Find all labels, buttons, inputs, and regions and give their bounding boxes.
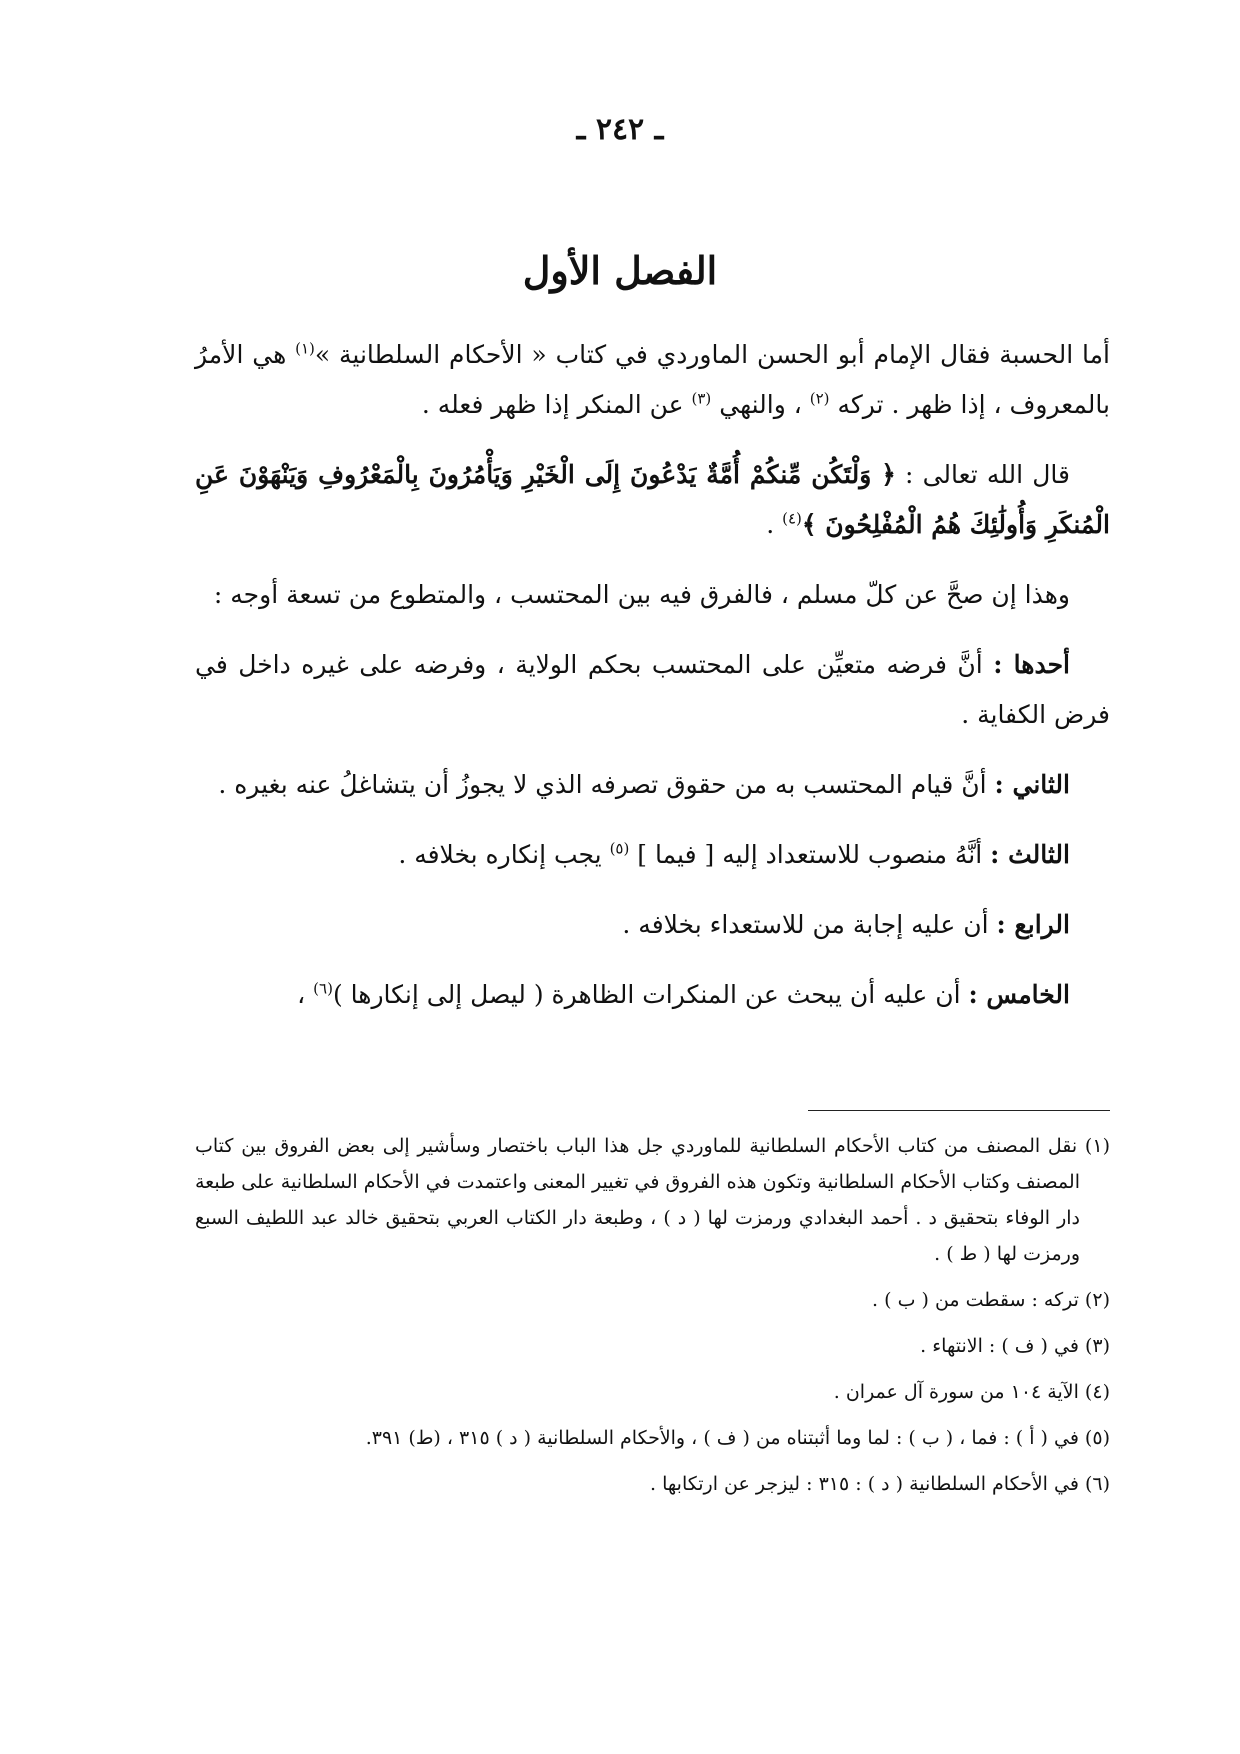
p1-text-d: عن المنكر إذا ظهر فعله .	[421, 390, 692, 419]
item-5-term: الخامس :	[968, 980, 1070, 1009]
footnote-4: (٤) الآية ١٠٤ من سورة آل عمران .	[833, 1381, 1110, 1403]
footnote-3: (٣) في ( ف ) : الانتهاء .	[920, 1335, 1110, 1357]
item-5-text: أن عليه أن يبحث عن المنكرات الظاهرة ( ليصل إلى إنكارها )	[332, 980, 969, 1009]
footnotes	[195, 1128, 1110, 1512]
main-text	[195, 330, 1110, 1040]
footnote-ref-5: (٥)	[609, 839, 630, 858]
list-item-5	[195, 970, 1110, 1020]
item-3-text-b: يجب إنكاره بخلافه .	[398, 840, 610, 869]
item-3-term: الثالث :	[990, 840, 1070, 869]
footnote-6: (٦) في الأحكام السلطانية ( د ) : ٣١٥ : ليزجر عن ارتكابها .	[650, 1473, 1110, 1495]
footnote-1: (١) نقل المصنف من كتاب الأحكام السلطانية للماوردي جل هذا الباب باختصار وسأشير إلى بعض الفروق بين كتاب المصنف وكتاب الأحكام السلطانية وتكون هذه الفروق في تغيير المعنى واعتمدت في الأحكام السلطانية على طبعة دار الوفاء بتحقيق د . أحمد البغدادي ورمزت لها ( د ) ، وطبعة دار الكتاب العربي بتحقيق خالد عبد اللطيف السبع ورمزت لها ( ط ) .	[195, 1135, 1110, 1265]
item-4-term: الرابع :	[996, 910, 1070, 939]
item-1-text: أنَّ فرضه متعيِّن على المحتسب بحكم الولاية ، وفرضه على غيره داخل في فرض الكفاية .	[195, 650, 1110, 729]
p1-text-c: ، والنهي	[711, 390, 810, 419]
p1-text-b: هي الأمرُ بالمعروف ، إذا ظهر . تركه	[195, 340, 1110, 419]
p2-text-b: .	[766, 510, 783, 539]
page-number: ـ ٢٤٢ ـ	[576, 112, 664, 147]
item-2-text: أنَّ قيام المحتسب به من حقوق تصرفه الذي لا يجوزُ أن يتشاغلُ عنه بغيره .	[218, 770, 995, 799]
footnote-5: (٥) في ( أ ) : فما ، ( ب ) : لما وما أثبتناه من ( ف ) ، والأحكام السلطانية ( د ) ٣١٥ ، (ط) ٣٩١.	[365, 1427, 1110, 1449]
item-4-text: أن عليه إجابة من للاستعداء بخلافه .	[622, 910, 997, 939]
p1-text-a: أما الحسبة فقال الإمام أبو الحسن الماوردي في كتاب « الأحكام السلطانية »	[314, 340, 1110, 369]
footnote-ref-6: (٦)	[313, 979, 333, 998]
list-item-1	[195, 640, 1110, 740]
item-3-text-a: أنَّهُ منصوب للاستعداد إليه [ فيما ]	[629, 840, 991, 869]
chapter-title: الفصل الأول	[522, 248, 718, 293]
paragraph-2	[195, 450, 1110, 550]
footnote-ref-4: (٤)	[782, 509, 802, 528]
footnote-2: (٢) تركه : سقطت من ( ب ) .	[872, 1289, 1110, 1311]
list-item-2	[195, 760, 1110, 810]
quran-verse: ﴿ وَلْتَكُن مِّنكُمْ أُمَّةٌ يَدْعُونَ إِلَى الْخَيْرِ وَيَأْمُرُونَ بِالْمَعْرُوفِ وَيَنْهَوْنَ عَنِ الْمُنكَرِ وَأُولَٰئِكَ هُمُ الْمُفْلِحُونَ ﴾	[195, 460, 1110, 539]
item-5-end: ،	[297, 980, 314, 1009]
item-2-term: الثاني :	[994, 770, 1070, 799]
list-item-3	[195, 830, 1110, 880]
footnote-separator	[808, 1110, 1110, 1111]
item-1-term: أحدها :	[993, 650, 1070, 679]
paragraph-3: وهذا إن صحَّ عن كلّ مسلم ، فالفرق فيه بين المحتسب ، والمتطوع من تسعة أوجه :	[213, 580, 1070, 609]
p2-text-a: قال الله تعالى :	[895, 460, 1070, 489]
list-item-4	[195, 900, 1110, 950]
footnote-ref-3: (٣)	[691, 389, 712, 408]
footnote-ref-1: (١)	[295, 339, 315, 358]
paragraph-1	[195, 330, 1110, 430]
footnote-ref-2: (٢)	[809, 389, 830, 408]
